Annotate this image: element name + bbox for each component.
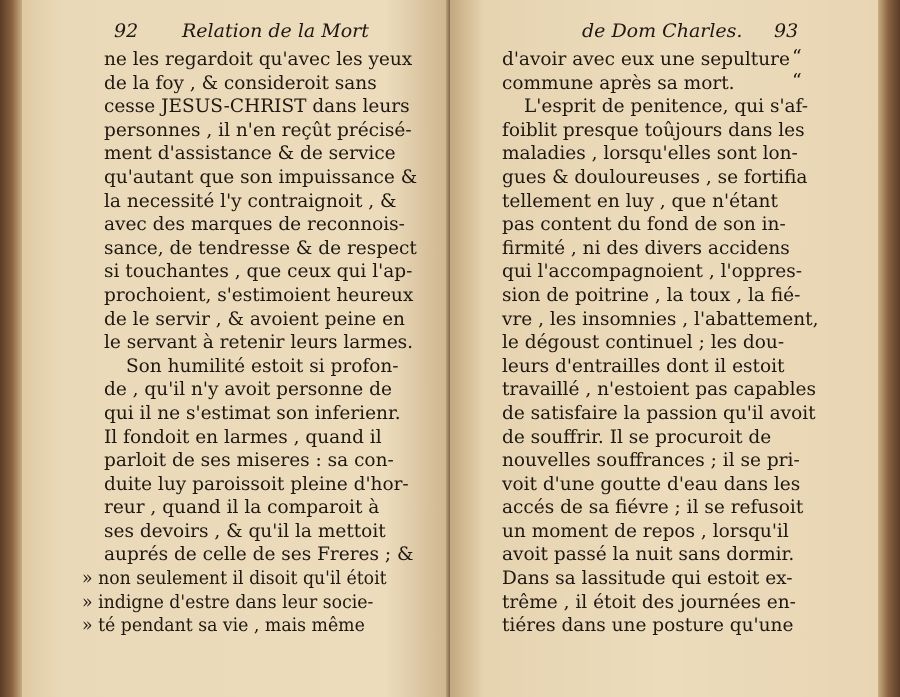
left-page-number: 92 [114, 20, 139, 42]
text-line: duite luy paroissoit pleine d'hor- [104, 473, 409, 495]
text-line: parloit de ses miseres : sa con- [104, 450, 394, 472]
text-line: de le servir , & avoient peine en [104, 308, 405, 330]
text-line: » non seulement il disoit qu'il étoit [82, 568, 387, 590]
text-line: L'esprit de penitence, qui s'af- [524, 96, 808, 118]
text-line: de satisfaire la passion qu'il avoit [502, 402, 816, 424]
left-page [22, 0, 450, 697]
text-line: accés de sa fiévre ; il se refusoit [502, 497, 804, 519]
text-line: qui l'accompagnoient , l'oppres- [502, 261, 802, 283]
text-line: ne les regardoit qu'avec les yeux [104, 49, 413, 70]
text-line: qui il ne s'estimat son inferienr. [104, 402, 401, 424]
right-text-block [502, 48, 854, 638]
text-line: Dans sa lassitude qui estoit ex- [502, 568, 793, 590]
text-line: leurs d'entrailles dont il estoit [502, 355, 785, 377]
text-line: de souffrir. Il se procuroit de [502, 426, 772, 448]
left-text-block [82, 48, 422, 638]
text-line: ses devoirs , & qu'il la mettoit [104, 520, 386, 542]
text-line: commune après sa mort. [502, 72, 735, 94]
text-line: foiblit presque toûjours dans les [502, 119, 805, 141]
right-page [450, 0, 878, 697]
text-line: avec des marques de reconnois- [104, 214, 405, 236]
text-line: maladies , lorsqu'elles sont lon- [502, 143, 798, 165]
text-line: si touchantes , que ceux qui l'ap- [104, 261, 413, 283]
text-line: avoit passé la nuit sans dormir. [502, 544, 795, 566]
text-line: le servant à retenir leurs larmes. [104, 332, 414, 354]
left-running-head: Relation de la Mort [182, 20, 369, 42]
text-line: qu'autant que son impuissance & [104, 166, 418, 188]
text-line: Son humilité estoit si profon- [126, 355, 399, 377]
text-line: de , qu'il n'y avoit personne de [104, 379, 392, 401]
text-line: reur , quand il la comparoit à [104, 497, 380, 519]
text-line: le dégoust continuel ; les dou- [502, 332, 785, 354]
text-line: gues & douloureuses , se fortifia [502, 166, 808, 188]
text-line: voit d'une goutte d'eau dans les [502, 473, 801, 495]
text-line: » té pendant sa vie , mais même [82, 615, 365, 637]
text-line: tellement en luy , que n'étant [502, 190, 778, 212]
text-line: ment d'assistance & de service [104, 143, 396, 165]
text-line: la necessité l'y contraignoit , & [104, 190, 397, 212]
quote-mark: “ [792, 46, 802, 68]
text-line: personnes , il n'en reçût précisé- [104, 119, 412, 141]
quote-mark: “ [792, 70, 802, 92]
text-line: Il fondoit en larmes , quand il [104, 426, 382, 448]
text-line: vre , les insomnies , l'abattement, [502, 308, 819, 330]
text-line: trême , il étoit des journées en- [502, 591, 796, 613]
text-line: auprés de celle de ses Freres ; & [104, 544, 414, 566]
text-line: » indigne d'estre dans leur socie- [82, 591, 374, 613]
text-line: cesse JESUS-CHRIST dans leurs [104, 96, 410, 118]
text-line: firmité , ni des divers accidens [502, 237, 790, 259]
text-line: de la foy , & consideroit sans [104, 72, 377, 94]
text-line: d'avoir avec eux une sepulture [502, 49, 790, 70]
text-line: sion de poitrine , la toux , la fié- [502, 284, 801, 306]
text-line: travaillé , n'estoient pas capables [502, 379, 816, 401]
text-line: sance, de tendresse & de respect [104, 237, 417, 259]
right-page-number: 93 [774, 20, 799, 42]
right-running-head: de Dom Charles. [582, 20, 743, 42]
text-line: tiéres dans une posture qu'une [502, 615, 794, 637]
text-line: pas content du fond de son in- [502, 214, 786, 236]
text-line: un moment de repos , lorsqu'il [502, 520, 789, 542]
text-line: nouvelles souffrances ; il se pri- [502, 450, 800, 472]
text-line: prochoient, s'estimoient heureux [104, 284, 414, 306]
